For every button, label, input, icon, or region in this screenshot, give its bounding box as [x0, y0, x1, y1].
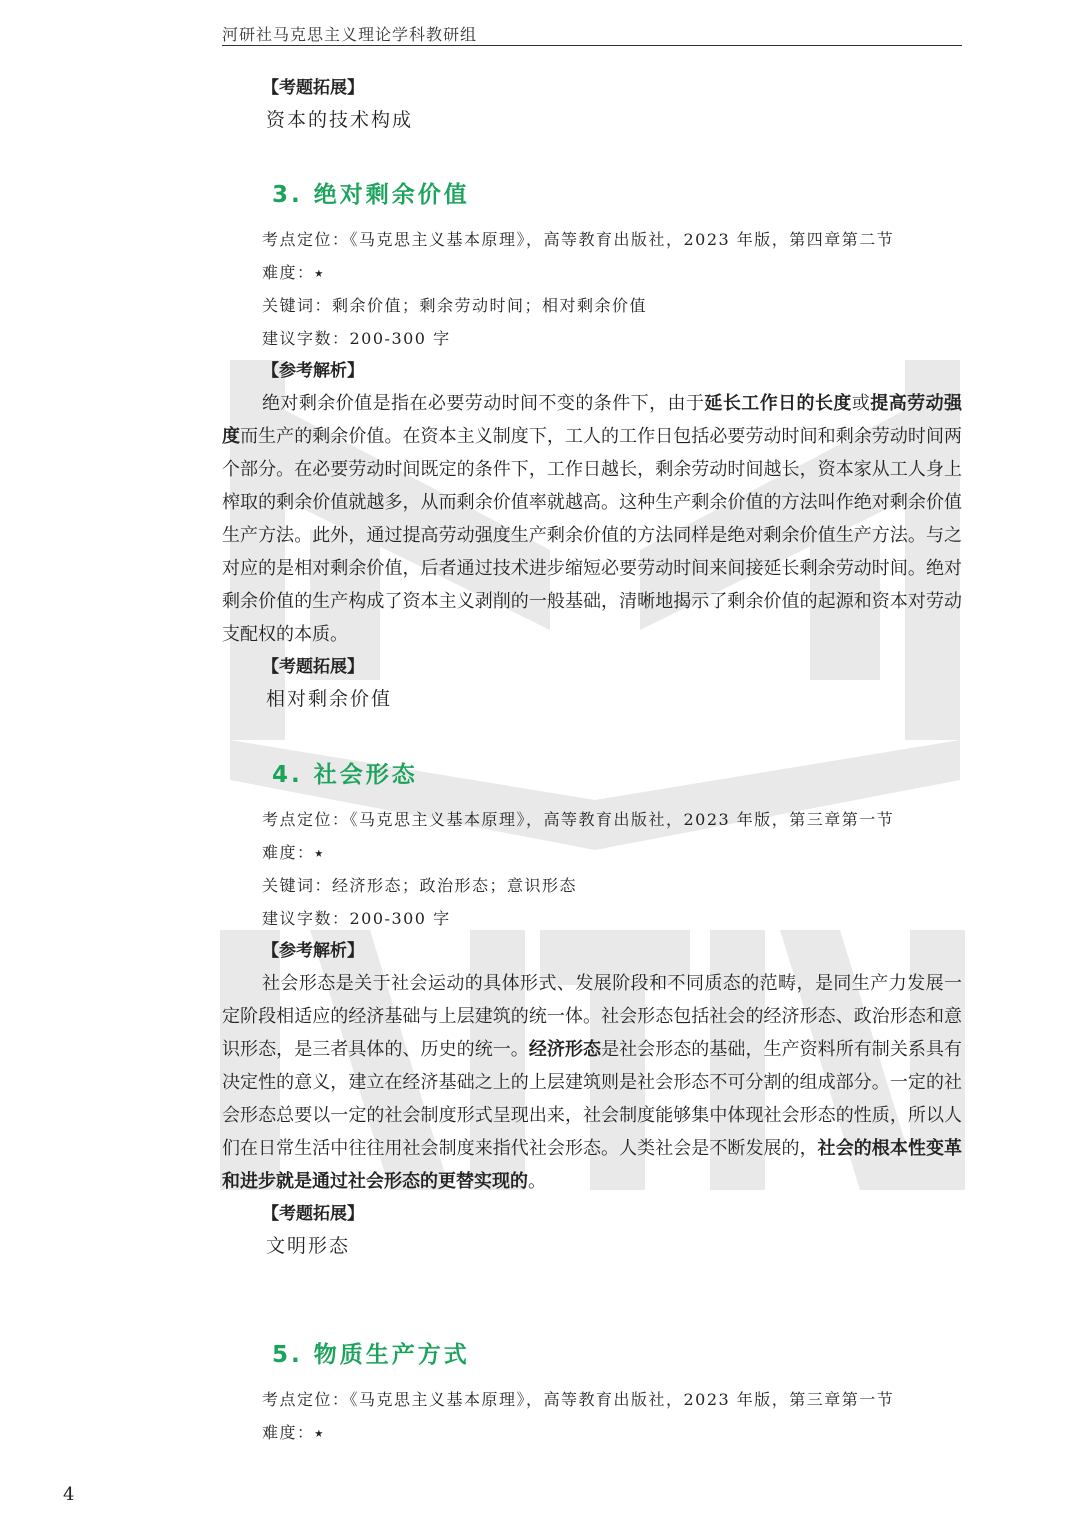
exam-location: 考点定位：《马克思主义基本原理》，高等教育出版社，2023 年版，第三章第一节 [262, 1390, 895, 1409]
text-run: 是社会形态的基础，生产资料所有制关系具有决定性的意义，建立在经济基础之上的上层建筑则是社会形态不可分割的组成部分。一定的社会形态总要以一定的社会制度形式呈现出来，社会制度能够集中体现社会形态的性质，所以人们在日常生活中往往用社会制度来指代社会形态。人类社会是不断发展的， [222, 1039, 963, 1159]
section-material-production-mode [222, 1336, 962, 1449]
section-title: 3. 绝对剩余价值 [272, 182, 470, 208]
section-absolute-surplus-value [222, 176, 962, 715]
analysis-paragraph [222, 387, 962, 651]
word-count: 建议字数：200-300 字 [262, 329, 451, 348]
analysis-tag: 【参考解析】 [262, 361, 364, 381]
extension-term: 资本的技术构成 [266, 109, 414, 131]
difficulty: 难度：⭑ [262, 263, 325, 282]
analysis-tag: 【参考解析】 [262, 941, 364, 961]
extension-term: 文明形态 [266, 1235, 351, 1257]
section-title: 4. 社会形态 [272, 762, 418, 788]
keywords: 关键词：经济形态；政治形态；意识形态 [262, 876, 578, 895]
bold-term: 经济形态 [528, 1039, 602, 1060]
extension-tag: 【考题拓展】 [262, 1204, 364, 1224]
difficulty: 难度：⭑ [262, 1423, 325, 1442]
analysis-paragraph [222, 967, 962, 1198]
keywords: 关键词：剩余价值；剩余劳动时间；相对剩余价值 [262, 296, 648, 315]
text-run: 而生产的剩余价值。在资本主义制度下，工人的工作日包括必要劳动时间和剩余劳动时间两个部分。在必要劳动时间既定的条件下，工作日越长，剩余劳动时间越长，资本家从工人身上榨取的剩余价值就越多，从而剩余价值率就越高。这种生产剩余价值的方法叫作绝对剩余价值生产方法。此外，通过提高劳动强度生产剩余价值的方法同样是绝对剩余价值生产方法。与之对应的是相对剩余价值，后者通过技术进步缩短必要劳动时间来间接延长剩余劳动时间。绝对剩余价值的生产构成了资本主义剥削的一般基础，清晰地揭示了剩余价值的起源和资本对劳动支配权的本质。 [222, 426, 963, 645]
section-social-formation [222, 756, 962, 1262]
exam-location: 考点定位：《马克思主义基本原理》，高等教育出版社，2023 年版，第三章第一节 [262, 810, 895, 829]
header-divider [222, 45, 962, 46]
extension-tag: 【考题拓展】 [262, 657, 364, 677]
exam-location: 考点定位：《马克思主义基本原理》，高等教育出版社，2023 年版，第四章第二节 [262, 230, 895, 249]
page-number: 4 [63, 1484, 75, 1505]
extension-tag: 【考题拓展】 [262, 78, 364, 98]
section-title: 5. 物质生产方式 [272, 1342, 470, 1368]
difficulty: 难度：⭑ [262, 843, 325, 862]
top-extension-block [222, 72, 962, 136]
text-run: 绝对剩余价值是指在必要劳动时间不变的条件下，由于 [262, 393, 705, 414]
extension-term: 相对剩余价值 [266, 688, 393, 710]
text-run: 。 [528, 1171, 546, 1192]
bold-term: 延长工作日的长度 [704, 393, 852, 414]
bold-term: 社会的根本性变革和进步就是通过社会形态的更替实现的 [222, 1138, 963, 1192]
text-run: 社会形态是关于社会运动的具体形式、发展阶段和不同质态的范畴，是同生产力发展一定阶段相适应的经济基础与上层建筑的统一体。社会形态包括社会的经济形态、政治形态和意识形态，是三者具体的、历史的统一。 [222, 973, 962, 1060]
page-header: 河研社马克思主义理论学科教研组 [222, 25, 478, 44]
word-count: 建议字数：200-300 字 [262, 909, 451, 928]
bold-term: 提高劳动强度 [222, 393, 963, 447]
text-run: 或 [851, 393, 871, 414]
